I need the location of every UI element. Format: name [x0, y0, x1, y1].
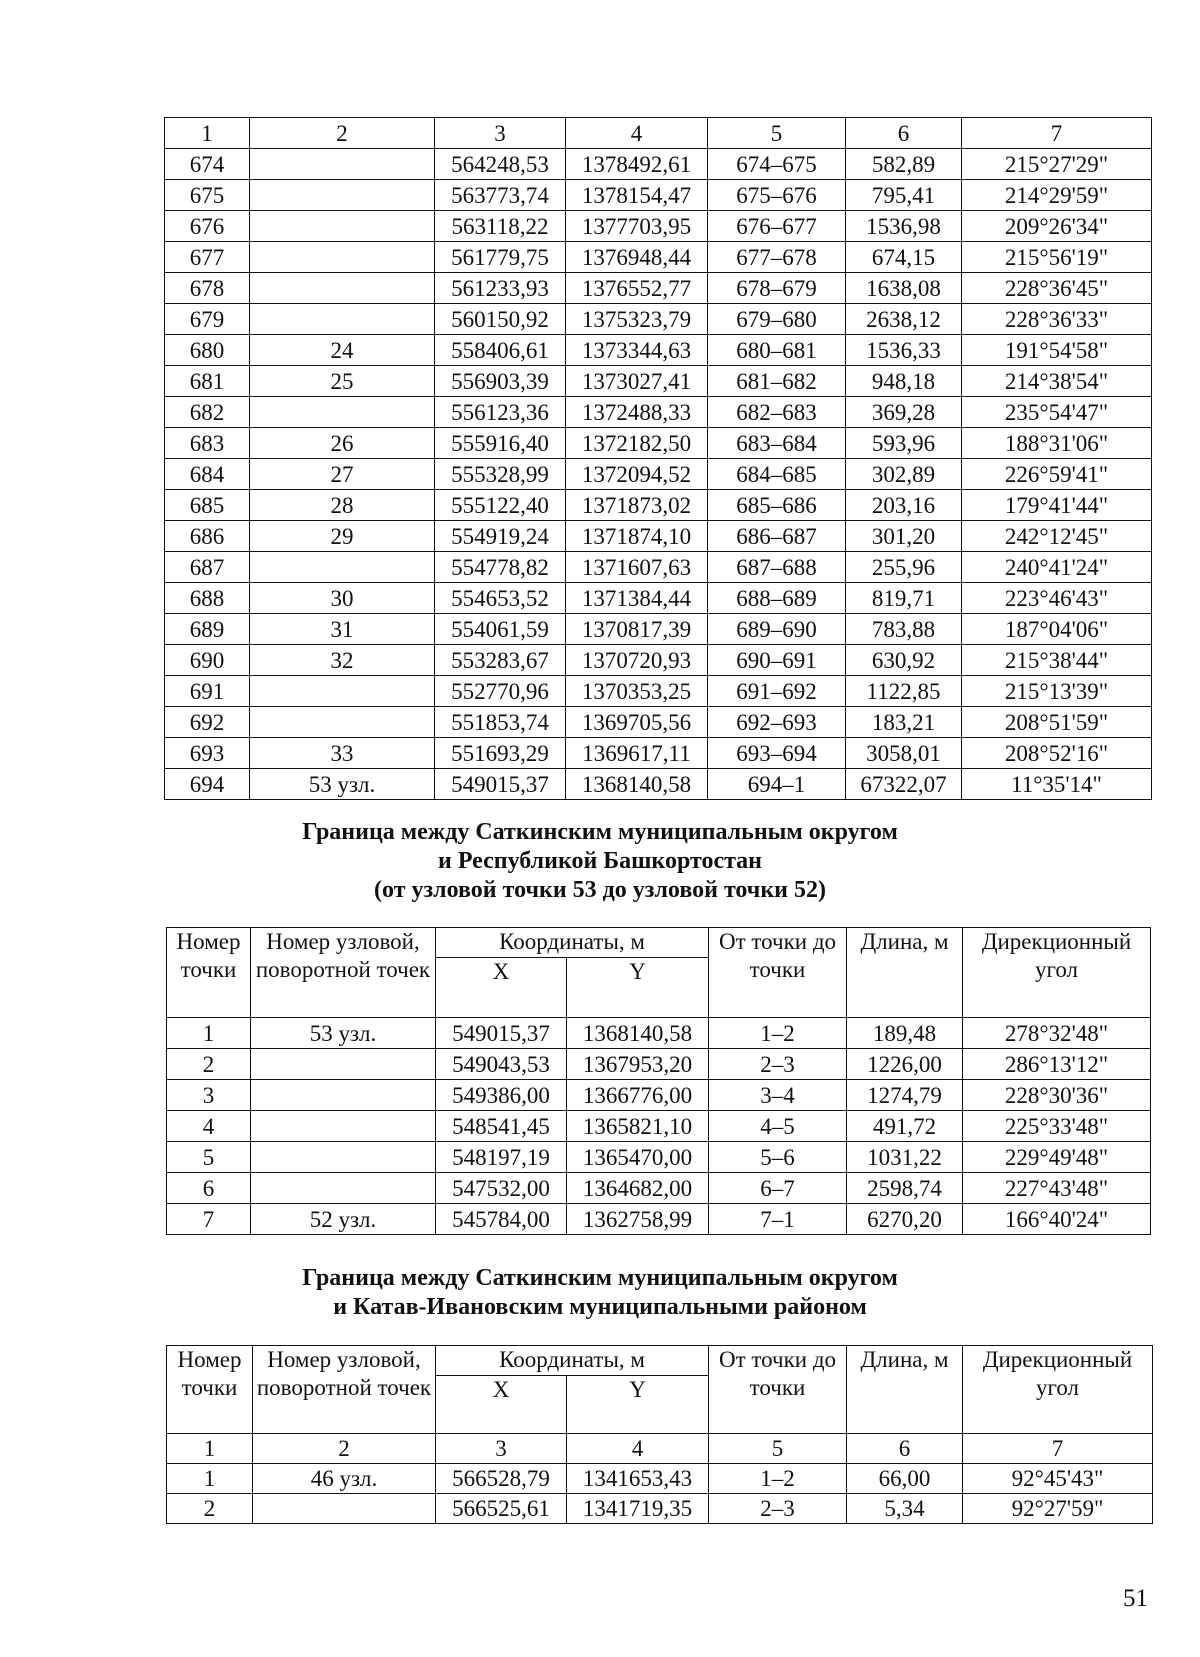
table-row — [165, 242, 1152, 273]
table-cell: 1274,79 — [847, 1080, 963, 1111]
header-from-to: От точки до точки — [709, 1346, 847, 1434]
table-cell: 1 — [167, 1018, 251, 1049]
table-row — [165, 459, 1152, 490]
table-cell: 214°38'54" — [962, 366, 1152, 397]
table-cell: 1226,00 — [847, 1049, 963, 1080]
table-cell: 242°12'45" — [962, 521, 1152, 552]
table-cell: 166°40'24" — [963, 1204, 1151, 1235]
table-cell: 53 узл. — [251, 1018, 436, 1049]
header-point-number: Номер точки — [167, 1346, 253, 1434]
table-cell: 1341719,35 — [567, 1494, 709, 1524]
table-cell: 179°41'44" — [962, 490, 1152, 521]
table-cell: 92°45'43" — [963, 1464, 1153, 1494]
page-number: 51 — [1123, 1585, 1148, 1612]
table-row — [167, 1018, 1151, 1049]
table-cell: 24 — [250, 335, 435, 366]
table-cell: 561779,75 — [435, 242, 566, 273]
table-cell: 691–692 — [708, 676, 846, 707]
table-cell: 1 — [167, 1434, 253, 1464]
table-cell: 1377703,95 — [566, 211, 708, 242]
table-cell: 1378154,47 — [566, 180, 708, 211]
table-cell: 1371874,10 — [566, 521, 708, 552]
table-cell: 1638,08 — [846, 273, 962, 304]
table-cell: 491,72 — [847, 1111, 963, 1142]
table-row — [165, 428, 1152, 459]
table-cell: 676–677 — [708, 211, 846, 242]
table-cell: 3–4 — [709, 1080, 847, 1111]
boundary-table-katav-ivanovsk — [166, 1345, 1153, 1524]
table-cell: 689–690 — [708, 614, 846, 645]
table-body — [165, 118, 1152, 800]
table-cell: 691 — [165, 676, 250, 707]
table-cell: 685–686 — [708, 490, 846, 521]
table-row — [165, 149, 1152, 180]
table-cell: 554061,59 — [435, 614, 566, 645]
table-cell: 203,16 — [846, 490, 962, 521]
header-y: Y — [567, 1376, 709, 1434]
table-row — [165, 552, 1152, 583]
table-cell: 1373027,41 — [566, 366, 708, 397]
table-cell: 2 — [250, 118, 435, 149]
table-row — [167, 1080, 1151, 1111]
table-cell: 7–1 — [709, 1204, 847, 1235]
header-angle: Дирекционный угол — [963, 1346, 1153, 1434]
table-cell: 677 — [165, 242, 250, 273]
table-cell: 4 — [167, 1111, 251, 1142]
table-cell: 682–683 — [708, 397, 846, 428]
table-cell: 553283,67 — [435, 645, 566, 676]
table-cell: 685 — [165, 490, 250, 521]
table-cell: 7 — [963, 1434, 1153, 1464]
table-cell: 1368140,58 — [566, 769, 708, 800]
table-cell: 1371607,63 — [566, 552, 708, 583]
table-cell: 4–5 — [709, 1111, 847, 1142]
table-row — [167, 1049, 1151, 1080]
table-cell: 225°33'48" — [963, 1111, 1151, 1142]
table-cell: 208°51'59" — [962, 707, 1152, 738]
table-cell: 687–688 — [708, 552, 846, 583]
table-cell: 783,88 — [846, 614, 962, 645]
table-cell: 4 — [566, 118, 708, 149]
table-cell: 301,20 — [846, 521, 962, 552]
table-cell: 278°32'48" — [963, 1018, 1151, 1049]
table-cell: 561233,93 — [435, 273, 566, 304]
table-cell: 183,21 — [846, 707, 962, 738]
table-cell: 228°36'45" — [962, 273, 1152, 304]
table-cell: 556123,36 — [435, 397, 566, 428]
table-cell: 187°04'06" — [962, 614, 1152, 645]
header-node-number: Номер узловой, поворотной точек — [253, 1346, 436, 1434]
table-cell — [250, 149, 435, 180]
table-cell: 675–676 — [708, 180, 846, 211]
table-row — [167, 1142, 1151, 1173]
table-cell: 2 — [253, 1434, 436, 1464]
table-cell — [250, 242, 435, 273]
table-cell: 692–693 — [708, 707, 846, 738]
table-cell: 28 — [250, 490, 435, 521]
column-number-row — [167, 1434, 1153, 1464]
table-cell: 30 — [250, 583, 435, 614]
table-cell: 31 — [250, 614, 435, 645]
header-angle: Дирекционный угол — [963, 928, 1151, 1018]
header-coordinates: Координаты, м — [436, 928, 709, 958]
table-cell: 690 — [165, 645, 250, 676]
table-cell: 1375323,79 — [566, 304, 708, 335]
table-cell: 286°13'12" — [963, 1049, 1151, 1080]
table-cell: 215°27'29" — [962, 149, 1152, 180]
table-cell: 564248,53 — [435, 149, 566, 180]
table-cell: 1371873,02 — [566, 490, 708, 521]
table-cell: 6 — [847, 1434, 963, 1464]
table-row — [165, 769, 1152, 800]
table-cell — [250, 304, 435, 335]
table-row — [165, 614, 1152, 645]
table-cell: 209°26'34" — [962, 211, 1152, 242]
table-cell: 1–2 — [709, 1018, 847, 1049]
table-cell: 1372094,52 — [566, 459, 708, 490]
table-row — [165, 490, 1152, 521]
table-cell: 1370720,93 — [566, 645, 708, 676]
table-cell: 582,89 — [846, 149, 962, 180]
table-row — [165, 521, 1152, 552]
table-body — [167, 1018, 1151, 1235]
table-cell: 228°36'33" — [962, 304, 1152, 335]
heading-line: (от узловой точки 53 до узловой точки 52) — [374, 877, 826, 903]
table-cell: 2 — [167, 1049, 251, 1080]
table-cell: 678 — [165, 273, 250, 304]
table-cell: 674,15 — [846, 242, 962, 273]
table-cell: 1376948,44 — [566, 242, 708, 273]
table-row — [165, 738, 1152, 769]
table-cell: 684–685 — [708, 459, 846, 490]
table-cell: 686–687 — [708, 521, 846, 552]
table-cell: 819,71 — [846, 583, 962, 614]
table-cell: 188°31'06" — [962, 428, 1152, 459]
header-point-number: Номер точки — [167, 928, 251, 1018]
table-cell: 681–682 — [708, 366, 846, 397]
table-cell: 53 узл. — [250, 769, 435, 800]
table-cell: 369,28 — [846, 397, 962, 428]
table-row — [167, 1111, 1151, 1142]
table-header — [167, 928, 1151, 1018]
table-cell: 558406,61 — [435, 335, 566, 366]
table-cell: 693–694 — [708, 738, 846, 769]
table-cell: 1370817,39 — [566, 614, 708, 645]
table-cell: 548541,45 — [436, 1111, 567, 1142]
table-header — [167, 1346, 1153, 1434]
table-cell: 227°43'48" — [963, 1173, 1151, 1204]
table-cell: 1364682,00 — [567, 1173, 709, 1204]
table-cell — [250, 552, 435, 583]
table-cell: 549386,00 — [436, 1080, 567, 1111]
table-cell: 191°54'58" — [962, 335, 1152, 366]
table-cell: 1366776,00 — [567, 1080, 709, 1111]
table-row — [165, 676, 1152, 707]
table-cell: 5–6 — [709, 1142, 847, 1173]
table-cell — [251, 1111, 436, 1142]
table-cell: 46 узл. — [253, 1464, 436, 1494]
table-cell: 679 — [165, 304, 250, 335]
table-cell: 679–680 — [708, 304, 846, 335]
heading-line: и Республикой Башкортостан — [437, 848, 763, 874]
table-cell: 1368140,58 — [567, 1018, 709, 1049]
table-cell — [250, 707, 435, 738]
table-cell: 681 — [165, 366, 250, 397]
table-cell: 1371384,44 — [566, 583, 708, 614]
table-cell: 302,89 — [846, 459, 962, 490]
table-cell: 189,48 — [847, 1018, 963, 1049]
table-row — [165, 583, 1152, 614]
boundary-table-bashkortostan — [166, 927, 1151, 1235]
table-cell — [253, 1494, 436, 1524]
table-cell: 3 — [167, 1080, 251, 1111]
table-cell: 948,18 — [846, 366, 962, 397]
table-cell — [250, 676, 435, 707]
table-cell: 694–1 — [708, 769, 846, 800]
header-x: X — [436, 958, 567, 1018]
table-cell — [250, 180, 435, 211]
table-cell: 549015,37 — [436, 1018, 567, 1049]
table-cell: 1 — [165, 118, 250, 149]
table-cell: 214°29'59" — [962, 180, 1152, 211]
table-cell: 11°35'14" — [962, 769, 1152, 800]
table-cell: 684 — [165, 459, 250, 490]
table-cell: 1369705,56 — [566, 707, 708, 738]
table-row — [165, 645, 1152, 676]
table-cell: 674–675 — [708, 149, 846, 180]
table-cell: 52 узл. — [251, 1204, 436, 1235]
table-cell: 7 — [167, 1204, 251, 1235]
table-cell: 545784,00 — [436, 1204, 567, 1235]
table-cell: 1341653,43 — [567, 1464, 709, 1494]
column-number-row — [165, 118, 1152, 149]
table-cell: 677–678 — [708, 242, 846, 273]
table-cell: 1376552,77 — [566, 273, 708, 304]
table-cell: 223°46'43" — [962, 583, 1152, 614]
table-cell: 690–691 — [708, 645, 846, 676]
table-cell: 555916,40 — [435, 428, 566, 459]
table-cell: 3058,01 — [846, 738, 962, 769]
table-row — [165, 304, 1152, 335]
table-cell: 6 — [846, 118, 962, 149]
header-node-number: Номер узловой, поворотной точек — [251, 928, 436, 1018]
table-cell: 229°49'48" — [963, 1142, 1151, 1173]
heading-line: Граница между Саткинским муниципальным округом — [302, 1265, 898, 1291]
table-row — [165, 707, 1152, 738]
table-cell: 593,96 — [846, 428, 962, 459]
table-cell: 6270,20 — [847, 1204, 963, 1235]
table-cell: 566528,79 — [436, 1464, 567, 1494]
table-cell: 1122,85 — [846, 676, 962, 707]
table-cell: 678–679 — [708, 273, 846, 304]
table-cell: 1536,98 — [846, 211, 962, 242]
table-cell: 554919,24 — [435, 521, 566, 552]
table-cell: 552770,96 — [435, 676, 566, 707]
table-cell: 563773,74 — [435, 180, 566, 211]
table-cell: 554653,52 — [435, 583, 566, 614]
table-cell: 692 — [165, 707, 250, 738]
table-row — [165, 180, 1152, 211]
table-row — [167, 1173, 1151, 1204]
table-cell: 551853,74 — [435, 707, 566, 738]
table-cell: 1373344,63 — [566, 335, 708, 366]
table-cell: 67322,07 — [846, 769, 962, 800]
header-coordinates: Координаты, м — [436, 1346, 709, 1376]
table-cell: 566525,61 — [436, 1494, 567, 1524]
table-cell: 27 — [250, 459, 435, 490]
table-cell: 33 — [250, 738, 435, 769]
table-row — [165, 397, 1152, 428]
section-heading-bashkortostan — [0, 818, 1200, 905]
table-cell: 1362758,99 — [567, 1204, 709, 1235]
table-cell: 548197,19 — [436, 1142, 567, 1173]
table-body — [167, 1434, 1153, 1524]
table-cell: 688–689 — [708, 583, 846, 614]
table-row — [167, 1204, 1151, 1235]
table-cell: 215°38'44" — [962, 645, 1152, 676]
table-cell: 255,96 — [846, 552, 962, 583]
table-cell — [251, 1142, 436, 1173]
table-cell: 547532,00 — [436, 1173, 567, 1204]
table-cell — [251, 1173, 436, 1204]
table-cell: 688 — [165, 583, 250, 614]
table-cell: 683–684 — [708, 428, 846, 459]
table-cell: 2638,12 — [846, 304, 962, 335]
table-cell: 1 — [167, 1464, 253, 1494]
table-cell: 226°59'41" — [962, 459, 1152, 490]
table-cell: 2–3 — [709, 1049, 847, 1080]
table-cell: 1031,22 — [847, 1142, 963, 1173]
table-cell: 630,92 — [846, 645, 962, 676]
table-cell: 215°56'19" — [962, 242, 1152, 273]
table-cell: 5 — [167, 1142, 251, 1173]
table-cell: 1536,33 — [846, 335, 962, 366]
table-cell: 555122,40 — [435, 490, 566, 521]
table-cell: 556903,39 — [435, 366, 566, 397]
table-cell: 686 — [165, 521, 250, 552]
table-cell: 3 — [435, 118, 566, 149]
table-cell: 675 — [165, 180, 250, 211]
table-cell: 5 — [708, 118, 846, 149]
table-cell: 6 — [167, 1173, 251, 1204]
table-cell: 1370353,25 — [566, 676, 708, 707]
heading-line: и Катав-Ивановским муниципальными районом — [333, 1294, 867, 1320]
table-row — [165, 366, 1152, 397]
table-cell: 560150,92 — [435, 304, 566, 335]
table-cell: 215°13'39" — [962, 676, 1152, 707]
table-cell: 29 — [250, 521, 435, 552]
table-cell — [251, 1049, 436, 1080]
table-cell: 693 — [165, 738, 250, 769]
table-cell: 1372182,50 — [566, 428, 708, 459]
table-cell: 1367953,20 — [567, 1049, 709, 1080]
boundary-table-continued — [164, 117, 1152, 800]
table-cell: 687 — [165, 552, 250, 583]
section-heading-katav-ivanovsk — [0, 1264, 1200, 1322]
table-cell: 555328,99 — [435, 459, 566, 490]
table-cell: 680–681 — [708, 335, 846, 366]
table-cell: 2598,74 — [847, 1173, 963, 1204]
table-cell — [250, 273, 435, 304]
table-cell: 228°30'36" — [963, 1080, 1151, 1111]
table-cell: 683 — [165, 428, 250, 459]
table-cell: 1365470,00 — [567, 1142, 709, 1173]
table-cell: 26 — [250, 428, 435, 459]
table-cell: 5 — [709, 1434, 847, 1464]
table-cell: 563118,22 — [435, 211, 566, 242]
header-from-to: От точки до точки — [709, 928, 847, 1018]
table-row — [167, 1494, 1153, 1524]
table-cell: 680 — [165, 335, 250, 366]
table-cell: 1372488,33 — [566, 397, 708, 428]
table-cell: 66,00 — [847, 1464, 963, 1494]
heading-line: Граница между Саткинским муниципальным округом — [302, 819, 898, 845]
table-cell: 676 — [165, 211, 250, 242]
table-cell: 6–7 — [709, 1173, 847, 1204]
table-row — [167, 1464, 1153, 1494]
table-cell: 208°52'16" — [962, 738, 1152, 769]
table-cell: 1378492,61 — [566, 149, 708, 180]
table-row — [165, 211, 1152, 242]
table-cell: 32 — [250, 645, 435, 676]
table-cell — [251, 1080, 436, 1111]
header-length: Длина, м — [847, 1346, 963, 1434]
table-cell: 2–3 — [709, 1494, 847, 1524]
table-cell: 7 — [962, 118, 1152, 149]
table-cell: 694 — [165, 769, 250, 800]
table-cell: 549043,53 — [436, 1049, 567, 1080]
table-cell: 240°41'24" — [962, 552, 1152, 583]
header-y: Y — [567, 958, 709, 1018]
table-cell: 1365821,10 — [567, 1111, 709, 1142]
table-cell: 689 — [165, 614, 250, 645]
table-cell: 5,34 — [847, 1494, 963, 1524]
table-cell: 1369617,11 — [566, 738, 708, 769]
table-cell: 4 — [567, 1434, 709, 1464]
table-row — [165, 335, 1152, 366]
header-length: Длина, м — [847, 928, 963, 1018]
table-cell: 92°27'59" — [963, 1494, 1153, 1524]
table-row — [165, 273, 1152, 304]
table-cell: 25 — [250, 366, 435, 397]
table-cell: 3 — [436, 1434, 567, 1464]
table-cell: 554778,82 — [435, 552, 566, 583]
header-x: X — [436, 1376, 567, 1434]
table-cell: 682 — [165, 397, 250, 428]
table-cell: 1–2 — [709, 1464, 847, 1494]
table-cell: 235°54'47" — [962, 397, 1152, 428]
table-cell: 551693,29 — [435, 738, 566, 769]
table-cell: 549015,37 — [435, 769, 566, 800]
table-cell — [250, 211, 435, 242]
table-cell: 2 — [167, 1494, 253, 1524]
table-cell: 674 — [165, 149, 250, 180]
table-cell: 795,41 — [846, 180, 962, 211]
table-cell — [250, 397, 435, 428]
